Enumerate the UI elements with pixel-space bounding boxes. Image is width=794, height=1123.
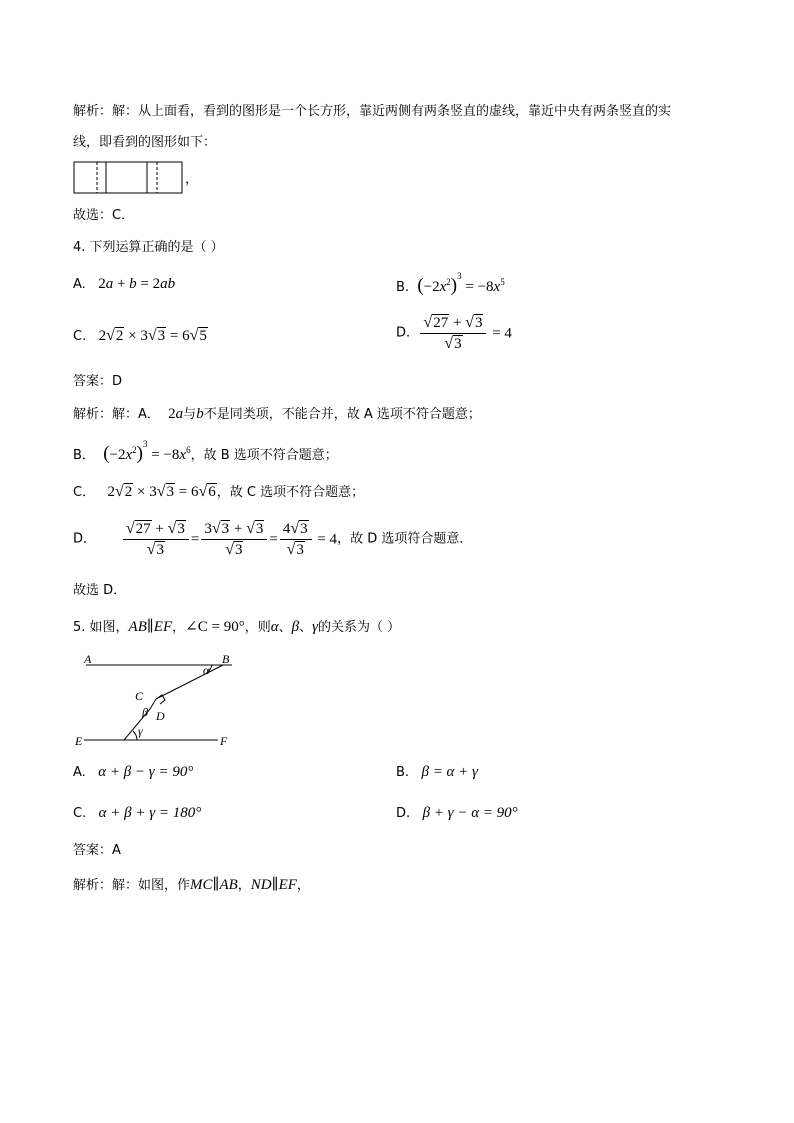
q4-analysis-c bbox=[73, 482, 364, 503]
q4-option-c-letter: C. bbox=[73, 329, 87, 344]
q4-option-b bbox=[396, 272, 505, 298]
q4-analysis-c-label: C． bbox=[73, 485, 96, 500]
label-beta: β bbox=[142, 705, 148, 719]
q5-stem-parallel: AB∥EF bbox=[128, 619, 173, 635]
analysis-3-conclusion: 故选：C． bbox=[73, 208, 135, 223]
q5-stem-alpha: α bbox=[270, 619, 279, 635]
label-alpha: α bbox=[203, 663, 210, 677]
q4-analysis-a-suffix: 不是同类项，不能合并，故 A 选项不符合题意； bbox=[203, 407, 481, 422]
q4-option-a-letter: A. bbox=[73, 277, 86, 292]
label-E: E bbox=[75, 734, 83, 748]
q4-analysis-d-suffix: ，故 D 选项符合题意． bbox=[337, 531, 473, 547]
q5-option-a-letter: A. bbox=[73, 765, 86, 780]
label-F: F bbox=[220, 734, 228, 748]
q5-option-c-expr: α + β + γ = 180° bbox=[98, 805, 202, 821]
q4-option-d-expr: $\frac{√27 + √3}{√3}$ = 4 bbox=[418, 325, 512, 341]
label-gamma: γ bbox=[138, 724, 143, 738]
q4-analysis-d-label: D． bbox=[73, 531, 97, 547]
q5-stem-beta: β bbox=[291, 619, 300, 635]
q4-analysis-b-expr: $(-2x^2)^3 = -8x^6$ bbox=[103, 439, 191, 464]
label-D: D bbox=[156, 709, 165, 723]
figure-comma: ， bbox=[185, 172, 199, 187]
q4-option-c-expr: 2√2 × 3√3 = 6√5 bbox=[98, 327, 207, 344]
q5-analysis-mc: MC∥AB bbox=[190, 877, 238, 893]
q5-stem-sep3: 、 bbox=[299, 620, 313, 635]
label-B: B bbox=[222, 652, 230, 666]
q4-analysis-b-label: B． bbox=[73, 448, 95, 463]
q4-conclusion: 故选 D． bbox=[73, 583, 127, 598]
q4-option-d-letter: D. bbox=[396, 325, 411, 341]
top-view-figure-row bbox=[73, 160, 198, 196]
q5-answer: 答案：A bbox=[73, 843, 121, 858]
q5-stem-angle: ∠C = 90° bbox=[185, 619, 245, 635]
q4-option-b-letter: B. bbox=[396, 280, 410, 295]
q5-option-d bbox=[396, 803, 518, 824]
parallel-lines-figure bbox=[72, 650, 252, 750]
q4-analysis-c-expr: 2√2 × 3√3 = 6√6 bbox=[107, 483, 216, 500]
q5-analysis-sep: ， bbox=[237, 878, 251, 893]
q5-stem-gamma: γ bbox=[312, 619, 319, 635]
q5-analysis-prefix: 解析：解：如图，作 bbox=[73, 878, 191, 893]
q4-analysis-b bbox=[73, 440, 338, 466]
q5-option-c-letter: C. bbox=[73, 806, 87, 821]
q4-analysis-a-prefix: 解析：解：A． bbox=[73, 407, 160, 422]
q5-analysis-suffix: ， bbox=[296, 878, 310, 893]
q5-stem-sep2: 、 bbox=[278, 620, 292, 635]
label-A: A bbox=[84, 652, 92, 666]
q4-option-c bbox=[73, 326, 208, 347]
analysis-3-line-2: 线，即看到的图形如下： bbox=[73, 135, 217, 150]
q5-option-d-expr: β + γ − α = 90° bbox=[422, 805, 518, 821]
q5-stem-prefix: 5. 如图， bbox=[73, 620, 129, 635]
q5-option-c bbox=[73, 803, 201, 824]
q4-analysis-a-term2: b bbox=[196, 406, 204, 422]
q4-analysis-c-suffix: ，故 C 选项不符合题意； bbox=[216, 485, 365, 500]
q4-analysis-a-mid: 与 bbox=[183, 407, 197, 422]
q4-analysis-a-term1: 2a bbox=[168, 406, 184, 422]
q5-analysis bbox=[73, 875, 310, 896]
q5-option-b bbox=[396, 762, 478, 783]
q4-analysis-a bbox=[73, 404, 481, 425]
q4-option-b-expr: $(-2x^2)^3 = -8x^5$ bbox=[417, 271, 505, 296]
q5-stem-sep1: ， bbox=[172, 620, 186, 635]
q5-stem-mid: ，则 bbox=[244, 620, 271, 635]
question-5-stem bbox=[73, 617, 400, 638]
q4-analysis-d bbox=[73, 520, 472, 559]
q5-option-a-expr: α + β − γ = 90° bbox=[98, 764, 194, 780]
q4-option-a-expr: 2a + b = 2ab bbox=[98, 276, 176, 292]
question-4-stem: 4. 下列运算正确的是（ ） bbox=[73, 240, 224, 255]
top-view-rectangle-figure bbox=[73, 160, 185, 196]
q5-stem-suffix: 的关系为（ ） bbox=[318, 620, 401, 635]
label-C: C bbox=[135, 689, 144, 703]
analysis-3-line-1: 解析：解：从上面看，看到的图形是一个长方形，靠近两侧有两条竖直的虚线，靠近中央有两条竖直的实 bbox=[73, 104, 672, 119]
q4-option-d bbox=[396, 314, 512, 353]
q4-option-a bbox=[73, 274, 175, 295]
q5-option-b-expr: β = α + γ bbox=[421, 764, 478, 780]
q5-analysis-nd: ND∥EF bbox=[250, 877, 297, 893]
q4-analysis-d-expr: $\frac{√27 + √3}{√3}$ = $\frac{3√3 + √3}{√3}$ = $\frac{4√3}{√3}$ = 4 bbox=[121, 531, 337, 547]
q5-option-b-letter: B. bbox=[396, 765, 410, 780]
q5-option-a bbox=[73, 762, 193, 783]
q4-analysis-b-suffix: ，故 B 选项不符合题意； bbox=[190, 448, 338, 463]
q4-answer: 答案：D bbox=[73, 374, 123, 389]
q5-option-d-letter: D. bbox=[396, 806, 411, 821]
